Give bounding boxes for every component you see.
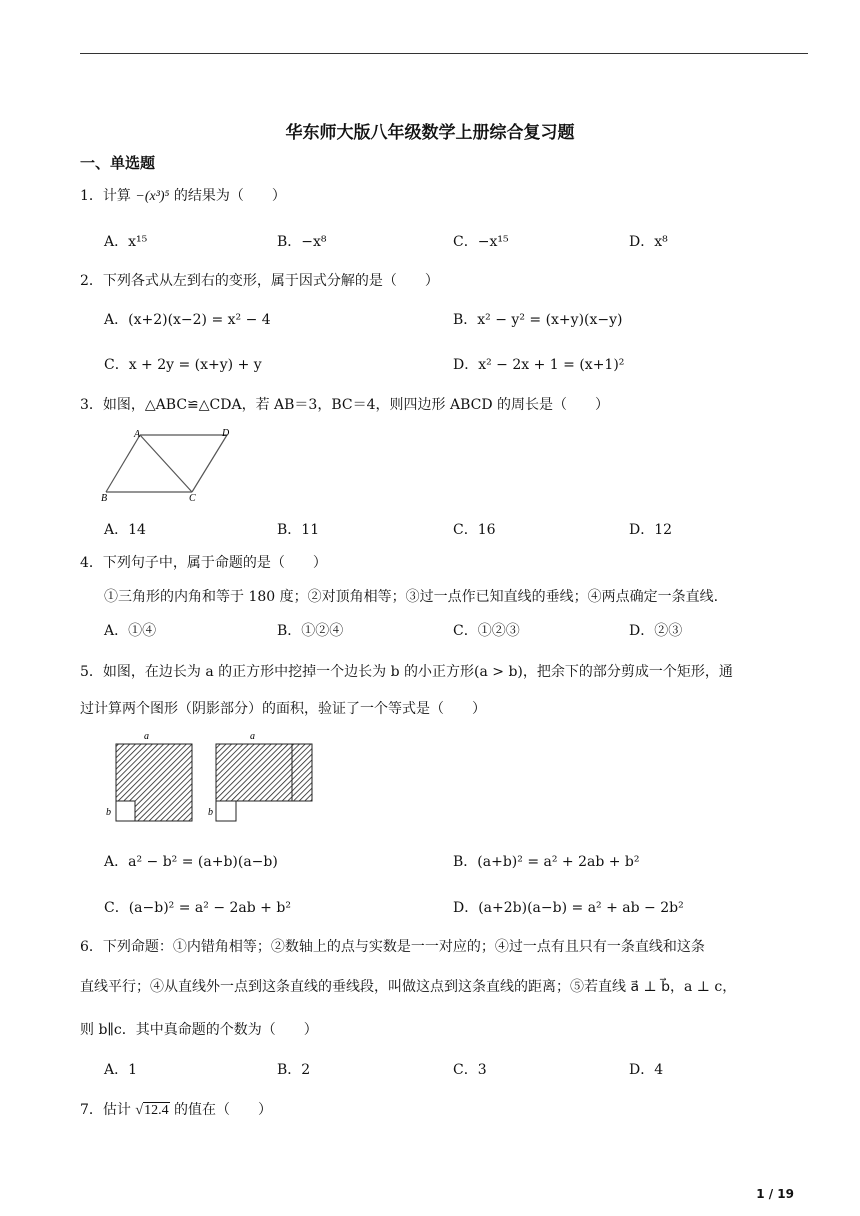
q3-label-d: D [222, 428, 230, 439]
q5-label-b-right: b [208, 807, 213, 818]
q5-option-b[interactable]: B．(a+b)² = a² + 2ab + b² [453, 854, 640, 870]
q5-option-a[interactable]: A．a² − b² = (a+b)(a−b) [104, 854, 278, 870]
q3-label-b: B [101, 493, 108, 504]
question-2-stem: 2．下列各式从左到右的变形，属于因式分解的是（ ） [80, 273, 439, 289]
q7-radicand: 12.4 [144, 1103, 169, 1118]
page-number: 1 / 19 [756, 1187, 794, 1201]
question-6-line-2: 直线平行；④从直线外一点到这条直线的垂线段，叫做这点到这条直线的距离；⑤若直线 a⃗ ⊥ b⃗，a ⊥ c， [80, 979, 737, 995]
q1-expression: −(x³)⁵ [135, 189, 170, 204]
q6-option-c[interactable]: C．3 [453, 1062, 487, 1078]
document-title: 华东师大版八年级数学上册综合复习题 [285, 123, 575, 143]
question-1-stem: 1．计算 −(x³)⁵ 的结果为（ ） [80, 188, 286, 204]
q4-option-a[interactable]: A．①④ [104, 623, 157, 639]
q2-option-c[interactable]: C．x + 2y = (x+y) + y [104, 357, 262, 373]
q6-option-a[interactable]: A．1 [104, 1062, 138, 1078]
section-heading: 一、单选题 [80, 154, 156, 172]
q2-option-d[interactable]: D．x² − 2x + 1 = (x+1)² [453, 357, 625, 373]
q3-option-a[interactable]: A．14 [104, 522, 146, 538]
question-7-stem: 7．估计 √12.4 的值在（ ） [80, 1102, 273, 1118]
q5-option-c[interactable]: C．(a−b)² = a² − 2ab + b² [104, 900, 291, 916]
q5-square-figures [100, 728, 320, 826]
question-6-line-3: 则 b∥c．其中真命题的个数为（ ） [80, 1022, 318, 1038]
q3-option-d[interactable]: D．12 [629, 522, 673, 538]
q4-option-d[interactable]: D．②③ [629, 623, 683, 639]
q5-label-a-left: a [144, 731, 149, 742]
header-rule [80, 53, 808, 54]
q5-label-b-left: b [106, 807, 111, 818]
q5-label-a-right: a [250, 731, 255, 742]
q3-label-a: A [134, 429, 141, 440]
q3-label-c: C [189, 493, 196, 504]
question-3-stem: 3．如图，△ABC≌△CDA，若 AB＝3，BC＝4，则四边形 ABCD 的周长是（ ） [80, 397, 610, 413]
q1-option-a[interactable]: A．x¹⁵ [104, 234, 148, 250]
q3-option-c[interactable]: C．16 [453, 522, 496, 538]
q4-option-c[interactable]: C．①②③ [453, 623, 520, 639]
q6-option-d[interactable]: D．4 [629, 1062, 664, 1078]
sqrt-icon: √ [135, 1103, 144, 1118]
q1-option-d[interactable]: D．x⁸ [629, 234, 668, 250]
question-4-stem: 4．下列句子中，属于命题的是（ ） [80, 555, 327, 571]
question-6-line-1: 6．下列命题：①内错角相等；②数轴上的点与实数是一一对应的；④过一点有且只有一条直线和这条 [80, 939, 705, 955]
q2-option-a[interactable]: A．(x+2)(x−2) = x² − 4 [104, 312, 271, 328]
q2-option-b[interactable]: B．x² − y² = (x+y)(x−y) [453, 312, 623, 328]
q3-option-b[interactable]: B．11 [277, 522, 320, 538]
q3-parallelogram-figure [100, 424, 235, 504]
q6-option-b[interactable]: B．2 [277, 1062, 311, 1078]
q4-statements: ①三角形的内角和等于 180 度；②对顶角相等；③过一点作已知直线的垂线；④两点确定一条直线. [104, 589, 719, 605]
q1-option-b[interactable]: B．−x⁸ [277, 234, 327, 250]
q1-option-c[interactable]: C．−x¹⁵ [453, 234, 509, 250]
question-5-stem-line-1: 5．如图，在边长为 a 的正方形中挖掉一个边长为 b 的小正方形(a > b)，把余下的部分剪成一个矩形，通 [80, 664, 733, 680]
q4-option-b[interactable]: B．①②④ [277, 623, 344, 639]
q5-option-d[interactable]: D．(a+2b)(a−b) = a² + ab − 2b² [453, 900, 684, 916]
question-5-stem-line-2: 过计算两个图形（阴影部分）的面积，验证了一个等式是（ ） [80, 701, 486, 717]
